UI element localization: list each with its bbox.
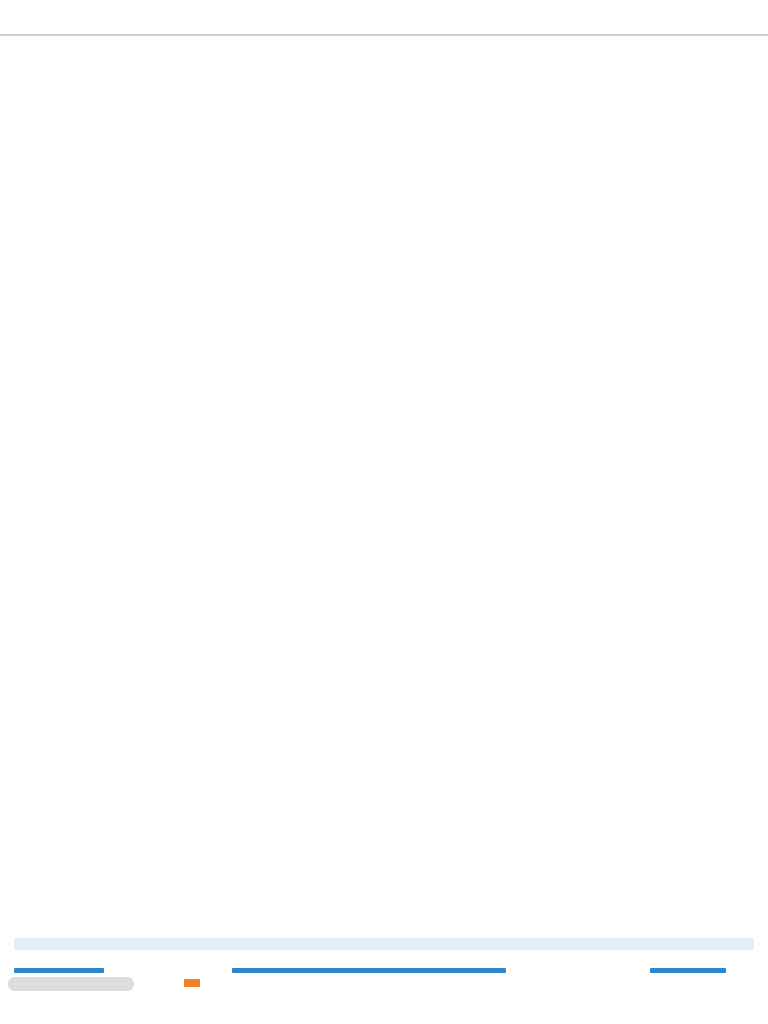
recent-post-title bbox=[204, 979, 760, 1003]
blog-header bbox=[0, 0, 768, 32]
next-page-button[interactable] bbox=[650, 968, 726, 973]
home-button[interactable] bbox=[232, 968, 506, 973]
post-meta-bar[interactable] bbox=[14, 938, 754, 950]
prev-page-button[interactable] bbox=[14, 968, 104, 973]
profile-text bbox=[8, 991, 158, 1007]
blog-description bbox=[18, 2, 750, 32]
post-footer bbox=[14, 938, 754, 952]
blogger-icon bbox=[184, 979, 200, 987]
header-divider bbox=[0, 34, 768, 36]
recent-post[interactable] bbox=[184, 979, 760, 1003]
profile-image[interactable] bbox=[8, 977, 134, 991]
profile-widget bbox=[8, 976, 158, 1007]
